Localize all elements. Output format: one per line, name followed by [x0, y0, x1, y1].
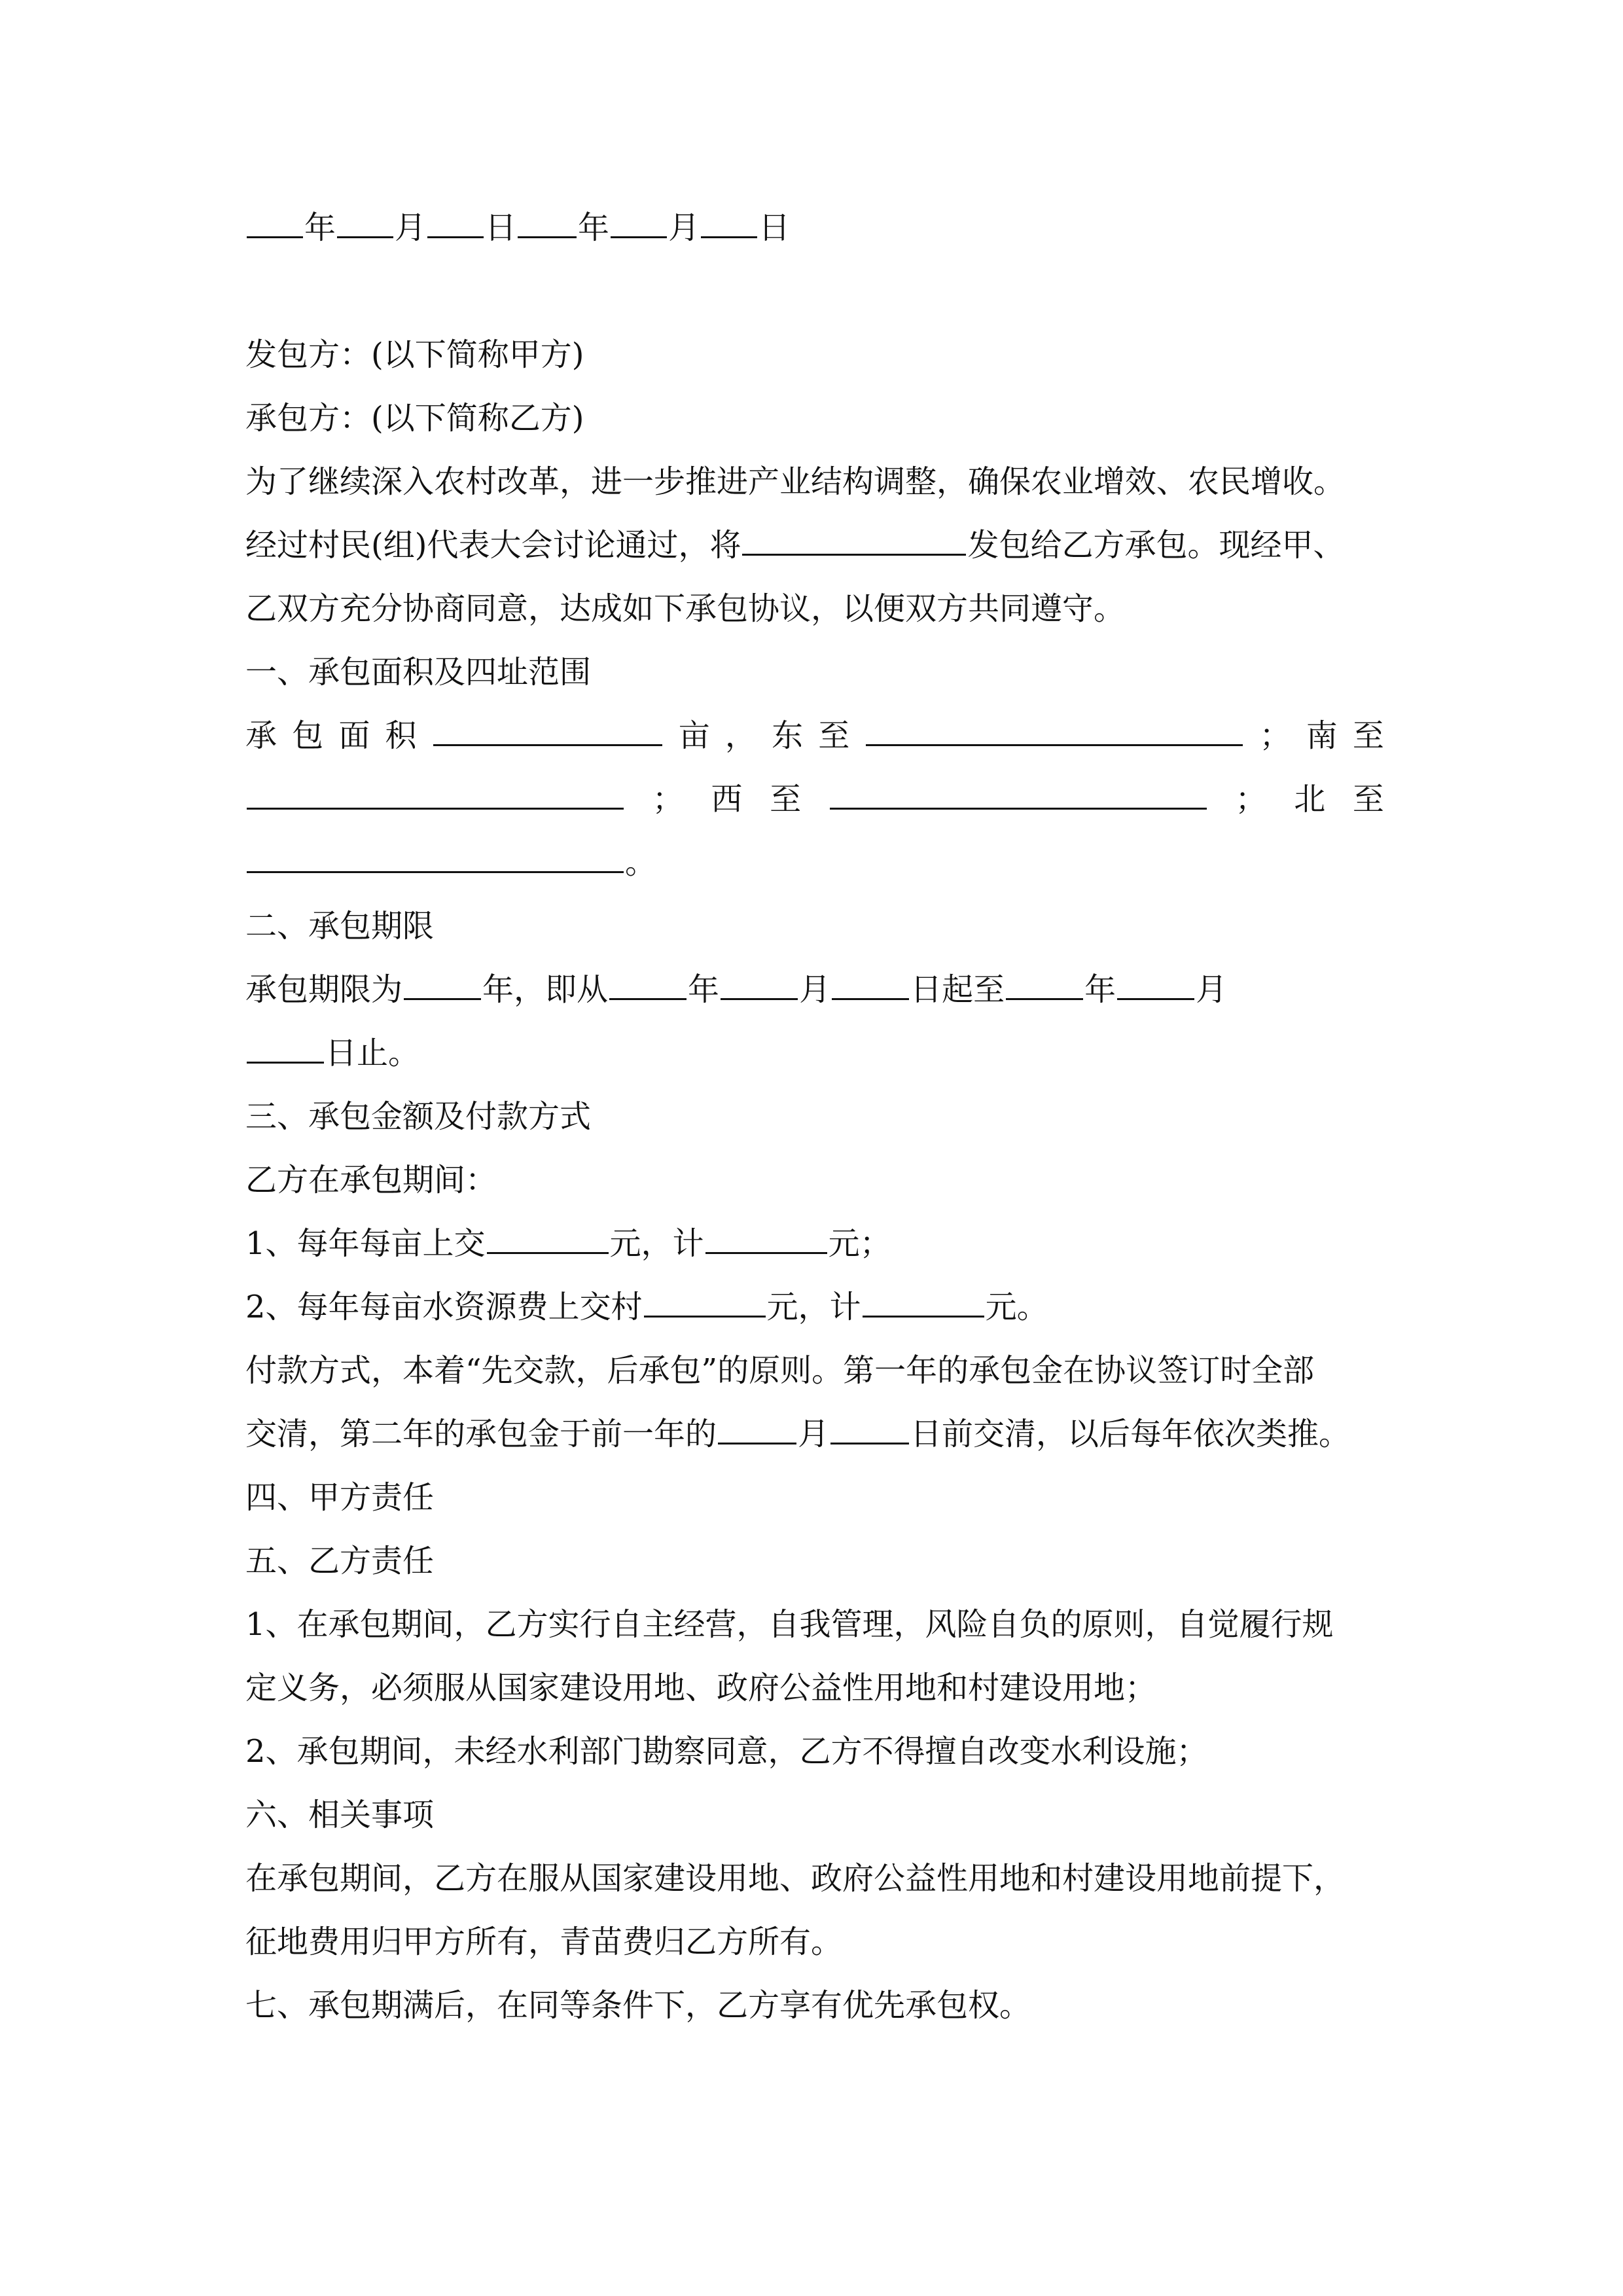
section-6-line-1: 在承包期间，乙方在服从国家建设用地、政府公益性用地和村建设用地前提下，: [245, 1860, 1346, 1897]
date-line: 年 月 日 年 月 日: [245, 196, 1384, 260]
water-fee-per-mu-blank[interactable]: [644, 1285, 766, 1318]
pay-day-blank[interactable]: [830, 1412, 909, 1444]
fee-total-blank[interactable]: [705, 1222, 827, 1254]
section-3-intro: 乙方在承包期间：: [245, 1162, 497, 1198]
section-3-title: 三、承包金额及付款方式: [245, 1098, 592, 1135]
fee-per-mu-blank[interactable]: [487, 1222, 609, 1254]
section-6-line-2: 征地费用归甲方所有，青苗费归乙方所有。: [245, 1924, 843, 1960]
intro-line-3: 乙双方充分协商同意，达成如下承包协议，以便双方共同遵守。: [245, 590, 1126, 627]
section-5-item-1-line-2: 定义务，必须服从国家建设用地、政府公益性用地和村建设用地；: [245, 1670, 1157, 1706]
area-line: 承 包 面 积 亩 ， 东 至 ； 南 至: [245, 704, 1384, 768]
start-month-blank[interactable]: [721, 968, 798, 1000]
date-blank[interactable]: [247, 206, 303, 238]
south-boundary-blank[interactable]: [247, 778, 624, 810]
contract-object-blank[interactable]: [742, 524, 966, 556]
intro-line-1: 为了继续深入农村改革，进一步推进产业结构调整，确保农业增效、农民增收。: [245, 463, 1346, 500]
section-6-title: 六、相关事项: [245, 1797, 435, 1833]
date-blank[interactable]: [518, 206, 577, 238]
water-fee-total-blank[interactable]: [863, 1285, 984, 1318]
section-7-title: 七、承包期满后，在同等条件下，乙方享有优先承包权。: [245, 1987, 1031, 2024]
section-5-item-1-line-1: 1、在承包期间，乙方实行自主经营，自我管理，风险自负的原则，自觉履行规: [245, 1606, 1334, 1643]
section-5-title: 五、乙方责任: [245, 1543, 435, 1579]
west-boundary-blank[interactable]: [830, 778, 1207, 810]
area-blank[interactable]: [433, 714, 662, 746]
payment-item-1: 1、每年每亩上交 元，计 元；: [245, 1212, 1384, 1276]
intro-line-2: 经过村民(组)代表大会讨论通过，将 发包给乙方承包。现经甲、: [245, 514, 1384, 577]
party-b: 承包方：(以下简称乙方): [245, 400, 584, 437]
date-blank[interactable]: [427, 206, 484, 238]
payment-item-2: 2、每年每亩水资源费上交村 元，计 元。: [245, 1276, 1384, 1339]
east-boundary-blank[interactable]: [866, 714, 1243, 746]
north-boundary-blank[interactable]: [247, 841, 624, 873]
payment-method-line-1: 付款方式，本着“先交款，后承包”的原则。第一年的承包金在协议签订时全部: [245, 1352, 1315, 1389]
end-year-blank[interactable]: [1006, 968, 1083, 1000]
section-5-item-2: 2、承包期间，未经水利部门勘察同意，乙方不得擅自改变水利设施；: [245, 1733, 1208, 1770]
north-line: 。: [245, 831, 1384, 895]
boundary-line: ； 西 至 ； 北 至: [245, 768, 1384, 831]
payment-method-line-2: 交清，第二年的承包金于前一年的 月 日前交清，以后每年依次类推。: [245, 1403, 1384, 1466]
date-blank[interactable]: [611, 206, 667, 238]
term-years-blank[interactable]: [404, 968, 481, 1000]
date-blank[interactable]: [701, 206, 757, 238]
section-4-title: 四、甲方责任: [245, 1479, 435, 1516]
start-day-blank[interactable]: [832, 968, 909, 1000]
end-day-blank[interactable]: [247, 1031, 324, 1064]
term-line: 承包期限为 年，即从 年 月 日起至 年 月: [245, 958, 1384, 1022]
term-end-line: 日止。: [245, 1022, 1384, 1085]
end-month-blank[interactable]: [1117, 968, 1194, 1000]
date-blank[interactable]: [337, 206, 393, 238]
pay-month-blank[interactable]: [718, 1412, 796, 1444]
contract-page: [245, 196, 1384, 2037]
start-year-blank[interactable]: [609, 968, 687, 1000]
section-1-title: 一、承包面积及四址范围: [245, 654, 592, 691]
party-a: 发包方：(以下简称甲方): [245, 336, 584, 373]
section-2-title: 二、承包期限: [245, 908, 435, 944]
